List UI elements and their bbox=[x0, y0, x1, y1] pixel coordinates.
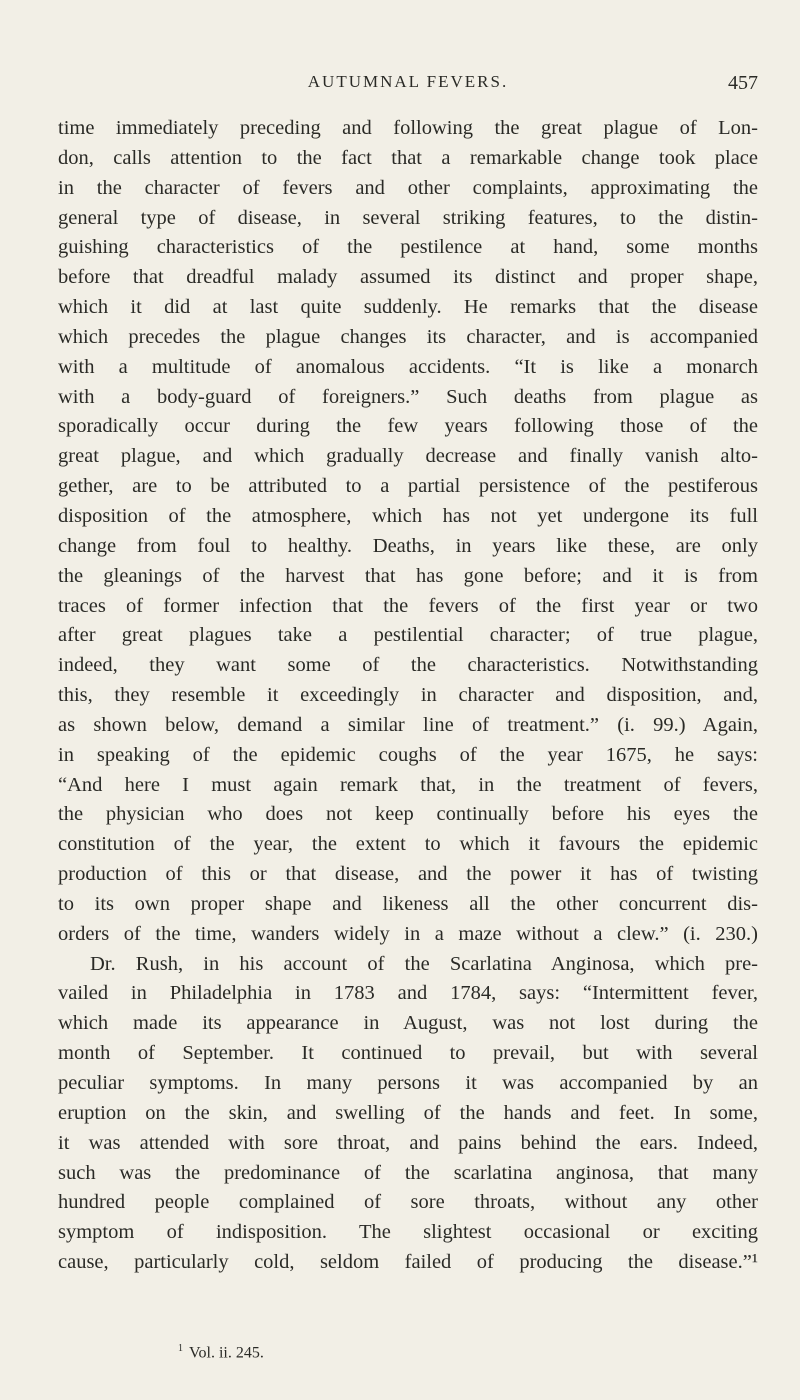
text-line: in the character of fevers and other complaints, approximating the bbox=[58, 176, 758, 199]
text-line: to its own proper shape and likeness all the other concurrent dis- bbox=[58, 892, 758, 915]
paragraph-start-line: Dr. Rush, in his account of the Scarlatina Anginosa, which pre- bbox=[90, 952, 758, 975]
text-line: constitution of the year, the extent to which it favours the epidemic bbox=[58, 833, 758, 856]
text-line: this, they resemble it exceedingly in character and disposition, and, bbox=[58, 684, 758, 707]
body-text bbox=[58, 114, 758, 1278]
text-line: disposition of the atmosphere, which has not yet undergone its full bbox=[58, 504, 758, 527]
text-line: traces of former infection that the fevers of the first year or two bbox=[58, 594, 758, 617]
text-line: indeed, they want some of the characteristics. Notwithstanding bbox=[58, 654, 758, 677]
page-header bbox=[58, 72, 758, 100]
text-line: cause, particularly cold, seldom failed of producing the disease.”¹ bbox=[58, 1251, 758, 1274]
footnote bbox=[178, 1343, 264, 1362]
text-line: peculiar symptoms. In many persons it was accompanied by an bbox=[58, 1072, 758, 1094]
text-line: as shown below, demand a similar line of treatment.” (i. 99.) Again, bbox=[58, 713, 758, 736]
text-line: don, calls attention to the fact that a remarkable change took place bbox=[58, 146, 758, 169]
text-line: it was attended with sore throat, and pains behind the ears. Indeed, bbox=[58, 1131, 758, 1154]
running-title: AUTUMNAL FEVERS. bbox=[307, 72, 509, 91]
text-line: which it did at last quite suddenly. He remarks that the disease bbox=[58, 296, 758, 319]
text-line: which precedes the plague changes its character, and is accompanied bbox=[58, 325, 758, 348]
footnote-text: Vol. ii. 245. bbox=[189, 1344, 264, 1362]
text-line: hundred people complained of sore throats, without any other bbox=[58, 1191, 758, 1214]
text-line: month of September. It continued to prevail, but with several bbox=[58, 1042, 758, 1065]
text-line: guishing characteristics of the pestilence at hand, some months bbox=[58, 236, 758, 259]
text-line: production of this or that disease, and the power it has of twisting bbox=[58, 863, 758, 886]
page-number: 457 bbox=[728, 72, 758, 94]
text-line: change from foul to healthy. Deaths, in years like these, are only bbox=[58, 534, 758, 557]
text-line: “And here I must again remark that, in the treatment of fevers, bbox=[58, 773, 758, 796]
text-line: eruption on the skin, and swelling of the hands and feet. In some, bbox=[58, 1101, 758, 1124]
book-page bbox=[58, 0, 758, 1400]
text-line: great plague, and which gradually decrease and finally vanish alto- bbox=[58, 445, 758, 468]
text-line: vailed in Philadelphia in 1783 and 1784, says: “Intermittent fever, bbox=[58, 982, 758, 1005]
text-line: with a body-guard of foreigners.” Such deaths from plague as bbox=[58, 385, 758, 408]
text-line: after great plagues take a pestilential character; of true plague, bbox=[58, 624, 758, 647]
text-line: orders of the time, wanders widely in a maze without a clew.” (i. 230.) bbox=[58, 922, 758, 945]
text-line: before that dreadful malady assumed its distinct and proper shape, bbox=[58, 266, 758, 289]
text-line: sporadically occur during the few years following those of the bbox=[58, 415, 758, 438]
text-line: with a multitude of anomalous accidents. “It is like a monarch bbox=[58, 355, 758, 378]
text-line: such was the predominance of the scarlatina anginosa, that many bbox=[58, 1161, 758, 1184]
text-line: general type of disease, in several striking features, to the distin- bbox=[58, 206, 758, 229]
text-line: the physician who does not keep continually before his eyes the bbox=[58, 803, 758, 826]
text-line: which made its appearance in August, was not lost during the bbox=[58, 1012, 758, 1035]
text-line: the gleanings of the harvest that has gone before; and it is from bbox=[58, 564, 758, 587]
footnote-marker: 1 bbox=[178, 1343, 183, 1354]
text-line: time immediately preceding and following the great plague of Lon- bbox=[58, 117, 758, 139]
text-line: in speaking of the epidemic coughs of the year 1675, he says: bbox=[58, 743, 758, 766]
text-line: symptom of indisposition. The slightest occasional or exciting bbox=[58, 1221, 758, 1244]
text-line: gether, are to be attributed to a partial persistence of the pestiferous bbox=[58, 475, 758, 498]
